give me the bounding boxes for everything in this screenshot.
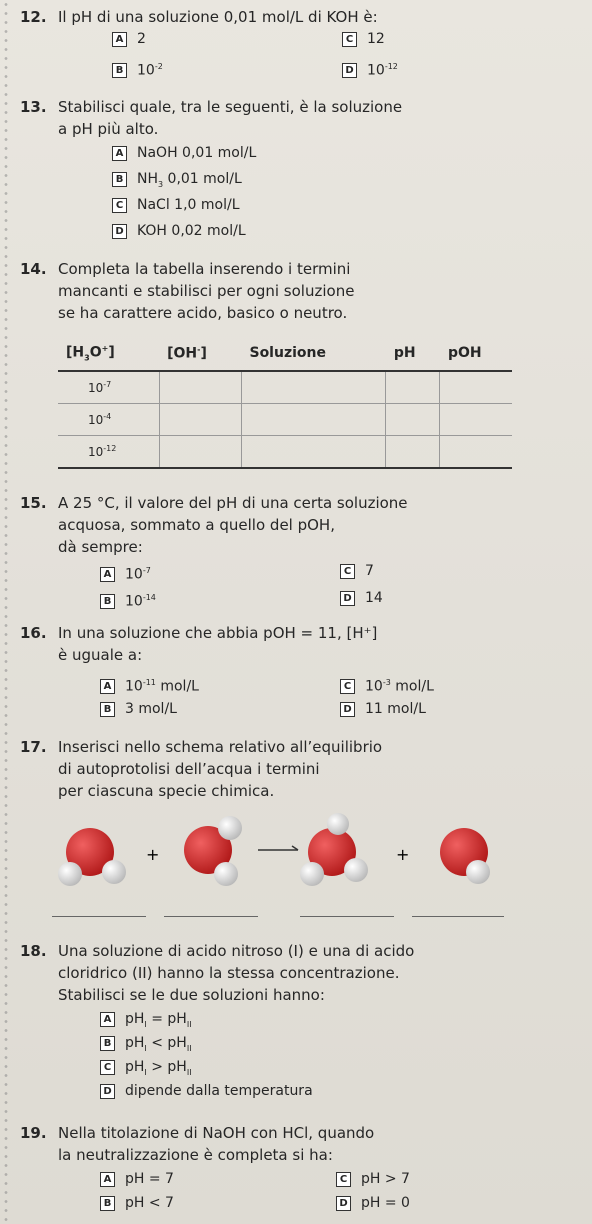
cell-h3o: $10^{-12}$ bbox=[58, 436, 159, 469]
question-16 bbox=[20, 622, 378, 666]
question-text-line: per ciascuna specie chimica. bbox=[58, 782, 275, 800]
header-ph: pH bbox=[386, 336, 440, 371]
option-d[interactable]: D $10^{-12}$ bbox=[342, 58, 398, 76]
plus-sign: + bbox=[146, 845, 160, 864]
header-soluzione: Soluzione bbox=[241, 336, 385, 371]
cell-input[interactable] bbox=[159, 436, 241, 469]
option-c[interactable]: C $pH_I > pH_{II}$ bbox=[100, 1058, 192, 1076]
question-text-line: la neutralizzazione è completa si ha: bbox=[58, 1146, 333, 1164]
binding-holes bbox=[4, 0, 8, 1224]
option-a[interactable]: A 2 bbox=[112, 30, 146, 48]
option-c[interactable]: C NaCl 1,0 mol/L bbox=[112, 196, 240, 214]
question-text-line: Completa la tabella inserendo i termini bbox=[58, 260, 351, 278]
question-number: 15. bbox=[20, 494, 47, 512]
table-row bbox=[58, 436, 512, 469]
hydroxide-ion-icon bbox=[440, 828, 490, 884]
answer-blank[interactable] bbox=[164, 916, 258, 917]
table-row bbox=[58, 404, 512, 436]
question-number: 17. bbox=[20, 738, 47, 756]
question-15 bbox=[20, 492, 408, 558]
question-18 bbox=[20, 940, 415, 1006]
cell-input[interactable] bbox=[386, 371, 440, 404]
option-a[interactable]: A pH = 7 bbox=[100, 1170, 174, 1188]
question-number: 19. bbox=[20, 1124, 47, 1142]
cell-input[interactable] bbox=[241, 436, 385, 469]
table-header-row bbox=[58, 336, 512, 371]
cell-input[interactable] bbox=[440, 371, 512, 404]
header-h3o: $[H_3O^+]$ bbox=[58, 336, 159, 371]
question-13 bbox=[20, 96, 403, 140]
cell-input[interactable] bbox=[440, 404, 512, 436]
option-d[interactable]: D dipende dalla temperatura bbox=[100, 1082, 313, 1100]
question-text: Il pH di una soluzione 0,01 mol/L di KOH è: bbox=[58, 8, 378, 26]
answer-blank[interactable] bbox=[300, 916, 394, 917]
plus-sign: + bbox=[396, 845, 410, 864]
question-12 bbox=[20, 6, 378, 28]
question-text-line: dà sempre: bbox=[58, 538, 143, 556]
option-d[interactable]: D pH = 0 bbox=[336, 1194, 410, 1212]
option-b[interactable]: B $pH_I < pH_{II}$ bbox=[100, 1034, 192, 1052]
cell-input[interactable] bbox=[241, 371, 385, 404]
question-text-line: Una soluzione di acido nitroso (I) e una di acido bbox=[58, 942, 415, 960]
question-text-line: se ha carattere acido, basico o neutro. bbox=[58, 304, 348, 322]
question-text-line: a pH più alto. bbox=[58, 120, 159, 138]
question-text-line: è uguale a: bbox=[58, 646, 143, 664]
option-a[interactable]: A $10^{-7}$ bbox=[100, 562, 151, 580]
water-molecule-icon bbox=[58, 828, 126, 886]
question-text-line: acquosa, sommato a quello del pOH, bbox=[58, 516, 335, 534]
question-number: 14. bbox=[20, 260, 47, 278]
autoprotolysis-diagram bbox=[40, 808, 520, 898]
question-text-line: Nella titolazione di NaOH con HCl, quando bbox=[58, 1124, 375, 1142]
answer-blank[interactable] bbox=[52, 916, 146, 917]
question-14 bbox=[20, 258, 355, 324]
equilibrium-arrow-icon bbox=[258, 846, 298, 850]
question-number: 13. bbox=[20, 98, 47, 116]
question-number: 12. bbox=[20, 8, 47, 26]
question-19 bbox=[20, 1122, 375, 1166]
cell-input[interactable] bbox=[241, 404, 385, 436]
option-d[interactable]: D 14 bbox=[340, 589, 383, 607]
cell-input[interactable] bbox=[159, 404, 241, 436]
header-poh: pOH bbox=[440, 336, 512, 371]
option-b[interactable]: B pH < 7 bbox=[100, 1194, 174, 1212]
question-text-line: Inserisci nello schema relativo all’equilibrio bbox=[58, 738, 383, 756]
hydronium-ion-icon bbox=[300, 813, 368, 886]
question-number: 18. bbox=[20, 942, 47, 960]
option-c[interactable]: C pH > 7 bbox=[336, 1170, 410, 1188]
answer-blank[interactable] bbox=[412, 916, 504, 917]
question-number: 16. bbox=[20, 624, 47, 642]
question-text-line: A 25 °C, il valore del pH di una certa soluzione bbox=[58, 494, 408, 512]
question-text-line: cloridrico (II) hanno la stessa concentrazione. bbox=[58, 964, 400, 982]
header-oh: [OH-] bbox=[159, 336, 241, 371]
question-text-line: di autoprotolisi dell’acqua i termini bbox=[58, 760, 320, 778]
option-c[interactable]: C 7 bbox=[340, 562, 374, 580]
cell-input[interactable] bbox=[386, 436, 440, 469]
option-d[interactable]: D KOH 0,02 mol/L bbox=[112, 222, 246, 240]
option-b[interactable]: B $10^{-14}$ bbox=[100, 589, 156, 607]
water-molecule-icon bbox=[184, 816, 242, 886]
question-text-line: Stabilisci se le due soluzioni hanno: bbox=[58, 986, 325, 1004]
ph-table bbox=[58, 336, 512, 469]
option-d[interactable]: D 11 mol/L bbox=[340, 700, 426, 718]
question-text-line: mancanti e stabilisci per ogni soluzione bbox=[58, 282, 355, 300]
cell-input[interactable] bbox=[440, 436, 512, 469]
cell-input[interactable] bbox=[386, 404, 440, 436]
option-a[interactable]: A NaOH 0,01 mol/L bbox=[112, 144, 256, 162]
option-b[interactable]: B $10^{-2}$ bbox=[112, 58, 163, 76]
cell-h3o: $10^{-7}$ bbox=[58, 371, 159, 404]
cell-input[interactable] bbox=[159, 371, 241, 404]
option-c[interactable]: C 12 bbox=[342, 30, 385, 48]
option-b[interactable]: B 3 mol/L bbox=[100, 700, 177, 718]
option-b[interactable]: B $NH_3$ 0,01 mol/L bbox=[112, 170, 242, 188]
option-c[interactable]: C $10^{-3}$ mol/L bbox=[340, 674, 434, 692]
cell-h3o: $10^{-4}$ bbox=[58, 404, 159, 436]
table-row bbox=[58, 371, 512, 404]
question-17 bbox=[20, 736, 383, 802]
option-a[interactable]: A $10^{-11}$ mol/L bbox=[100, 674, 199, 692]
question-text-line: In una soluzione che abbia pOH = 11, [H⁺] bbox=[58, 624, 378, 642]
question-text-line: Stabilisci quale, tra le seguenti, è la soluzione bbox=[58, 98, 403, 116]
option-a[interactable]: A $pH_I = pH_{II}$ bbox=[100, 1010, 192, 1028]
